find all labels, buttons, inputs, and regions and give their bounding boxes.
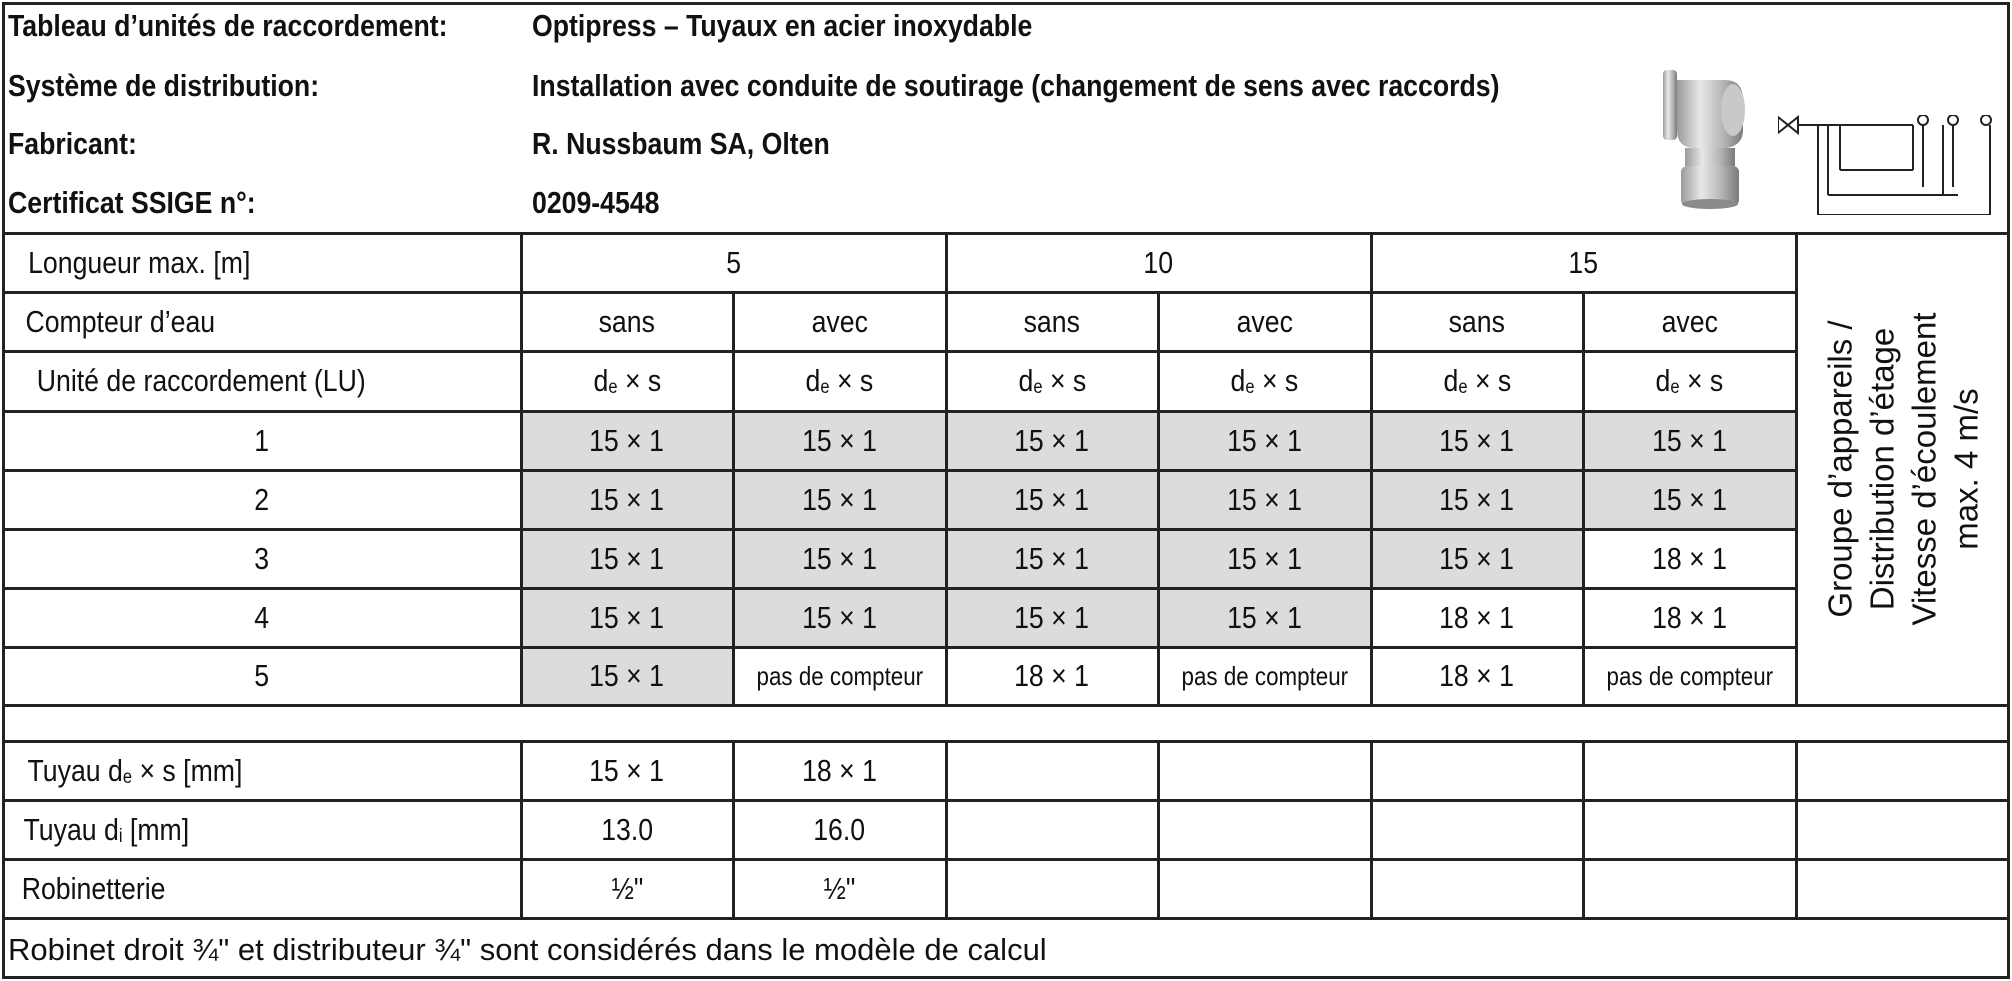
- pipe-size-cell: 15 × 1: [1371, 470, 1583, 529]
- pipe-size-cell: 15 × 1: [733, 470, 946, 529]
- meter-value: sans: [1023, 303, 1081, 339]
- header-value: 0209-4548: [532, 185, 660, 220]
- pipe-size-cell: 15 × 1: [946, 588, 1158, 647]
- length-value: 15: [1568, 244, 1599, 280]
- pipe-size-cell: 15 × 1: [521, 647, 733, 705]
- meter-value: sans: [598, 303, 656, 339]
- grid-line-vertical: [945, 740, 948, 918]
- header-value: Installation avec conduite de soutirage (changement de sens avec raccords): [532, 68, 1500, 103]
- lu-number: 2: [254, 481, 269, 517]
- sidebar-line: max. 4 m/s: [1947, 388, 1985, 550]
- pipe-size-cell: 15 × 1: [1158, 588, 1371, 647]
- unit-header: de × s: [1655, 363, 1724, 398]
- pipe-size-cell: 15 × 1: [1371, 411, 1583, 470]
- pipe-size-cell: 15 × 1: [733, 411, 946, 470]
- pipe-size-cell: pas de compteur: [1606, 660, 1773, 691]
- grid-line-horizontal: [2, 350, 1796, 353]
- sidebar-line: Distribution d’étage: [1863, 327, 1901, 611]
- pipe-row-label: Tuyau di [mm]: [23, 811, 190, 847]
- grid-line-vertical: [732, 292, 735, 705]
- distribution-schematic-diagram: [1778, 115, 1998, 215]
- header-label: Certificat SSIGE n°:: [8, 185, 256, 220]
- unit-header: de × s: [593, 363, 661, 398]
- grid-line-vertical: [1795, 740, 1798, 918]
- pipe-size-cell: 15 × 1: [521, 529, 733, 588]
- lu-number: 1: [254, 422, 269, 458]
- grid-line-horizontal: [2, 740, 2008, 743]
- grid-line-vertical: [1370, 740, 1373, 918]
- meter-value: avec: [1236, 303, 1293, 339]
- grid-line-vertical: [732, 740, 735, 918]
- pipe-size-cell: 15 × 1: [946, 529, 1158, 588]
- pipe-size-cell: 15 × 1: [946, 411, 1158, 470]
- pipe-row-label: Robinetterie: [21, 870, 166, 906]
- fitting-product-image: [1655, 70, 1755, 210]
- pipe-size-cell: pas de compteur: [756, 660, 923, 691]
- grid-line-vertical: [945, 232, 948, 705]
- grid-line-vertical: [1157, 292, 1160, 705]
- length-value: 10: [1143, 244, 1174, 280]
- sidebar-line: Vitesse d’écoulement: [1905, 312, 1943, 626]
- grid-line-horizontal: [2, 587, 1796, 590]
- grid-line-vertical: [520, 232, 523, 705]
- sidebar-note: [1800, 233, 2007, 705]
- grid-line-vertical: [520, 740, 523, 918]
- unit-header: de × s: [1443, 363, 1511, 398]
- pipe-size-cell: 15 × 1: [1158, 529, 1371, 588]
- header-label: Tableau d’unités de raccordement:: [8, 8, 448, 43]
- grid-line-vertical: [1370, 232, 1373, 705]
- pipe-size-cell: 15 × 1: [1158, 411, 1371, 470]
- pipe-size-cell: 18 × 1: [1439, 658, 1515, 693]
- pipe-row-value: 13.0: [601, 811, 653, 847]
- grid-line-horizontal: [2, 469, 1796, 472]
- pipe-size-cell: 18 × 1: [1652, 540, 1727, 576]
- lu-number: 5: [254, 658, 269, 693]
- lu-number: 3: [254, 540, 269, 576]
- grid-line-horizontal: [2, 704, 2008, 707]
- header-label: Système de distribution:: [8, 68, 320, 103]
- footer-note: Robinet droit ¾" et distributeur ¾" sont considérés dans le modèle de calcul: [8, 932, 1047, 967]
- unit-header: de × s: [1230, 363, 1299, 398]
- pipe-row-value: 18 × 1: [802, 752, 877, 788]
- pipe-size-cell: 18 × 1: [1652, 599, 1727, 635]
- length-value: 5: [726, 244, 741, 280]
- lu-number: 4: [254, 599, 269, 635]
- sidebar-note-text: [1820, 312, 1988, 625]
- meter-value: avec: [1661, 303, 1718, 339]
- grid-line-horizontal: [2, 528, 1796, 531]
- pipe-row-value: ½": [611, 870, 643, 906]
- grid-line-horizontal: [2, 858, 2008, 861]
- pipe-size-cell: 15 × 1: [521, 588, 733, 647]
- pipe-size-cell: 15 × 1: [1583, 411, 1796, 470]
- grid-line-horizontal: [2, 917, 2008, 920]
- pipe-size-cell: 15 × 1: [1583, 470, 1796, 529]
- grid-line-vertical: [1582, 740, 1585, 918]
- pipe-row-label: Tuyau de × s [mm]: [27, 752, 243, 788]
- pipe-size-cell: 15 × 1: [521, 470, 733, 529]
- pipe-row-value: 16.0: [813, 811, 866, 847]
- pipe-size-cell: 18 × 1: [1014, 658, 1090, 693]
- pipe-size-cell: 15 × 1: [733, 588, 946, 647]
- pipe-row-value: ½": [823, 870, 856, 906]
- pipe-size-cell: 15 × 1: [733, 529, 946, 588]
- pipe-size-cell: 15 × 1: [521, 411, 733, 470]
- meter-value: avec: [811, 303, 868, 339]
- header-label: Fabricant:: [8, 126, 137, 161]
- grid-line-vertical: [1582, 292, 1585, 705]
- header-value: R. Nussbaum SA, Olten: [532, 126, 830, 161]
- length-label: Longueur max. [m]: [28, 244, 251, 280]
- meter-label: Compteur d’eau: [25, 303, 216, 339]
- pipe-size-cell: 15 × 1: [1158, 470, 1371, 529]
- pipe-size-cell: pas de compteur: [1181, 660, 1348, 691]
- meter-value: sans: [1448, 303, 1506, 339]
- pipe-size-cell: 18 × 1: [1439, 599, 1515, 635]
- pipe-row-value: 15 × 1: [589, 752, 665, 788]
- pipe-size-cell: 15 × 1: [1371, 529, 1583, 588]
- grid-line-horizontal: [2, 232, 2008, 235]
- grid-line-horizontal: [2, 799, 2008, 802]
- sidebar-line: Groupe d’appareils /: [1821, 320, 1859, 618]
- pipe-size-cell: 15 × 1: [946, 470, 1158, 529]
- grid-line-vertical: [1795, 232, 1798, 705]
- unit-header: de × s: [805, 363, 874, 398]
- lu-label: Unité de raccordement (LU): [36, 363, 366, 398]
- grid-line-vertical: [1157, 740, 1160, 918]
- grid-line-horizontal: [2, 410, 1796, 413]
- grid-line-horizontal: [2, 646, 1796, 649]
- unit-header: de × s: [1018, 363, 1086, 398]
- header-value: Optipress – Tuyaux en acier inoxydable: [532, 8, 1033, 43]
- grid-line-horizontal: [2, 291, 1796, 294]
